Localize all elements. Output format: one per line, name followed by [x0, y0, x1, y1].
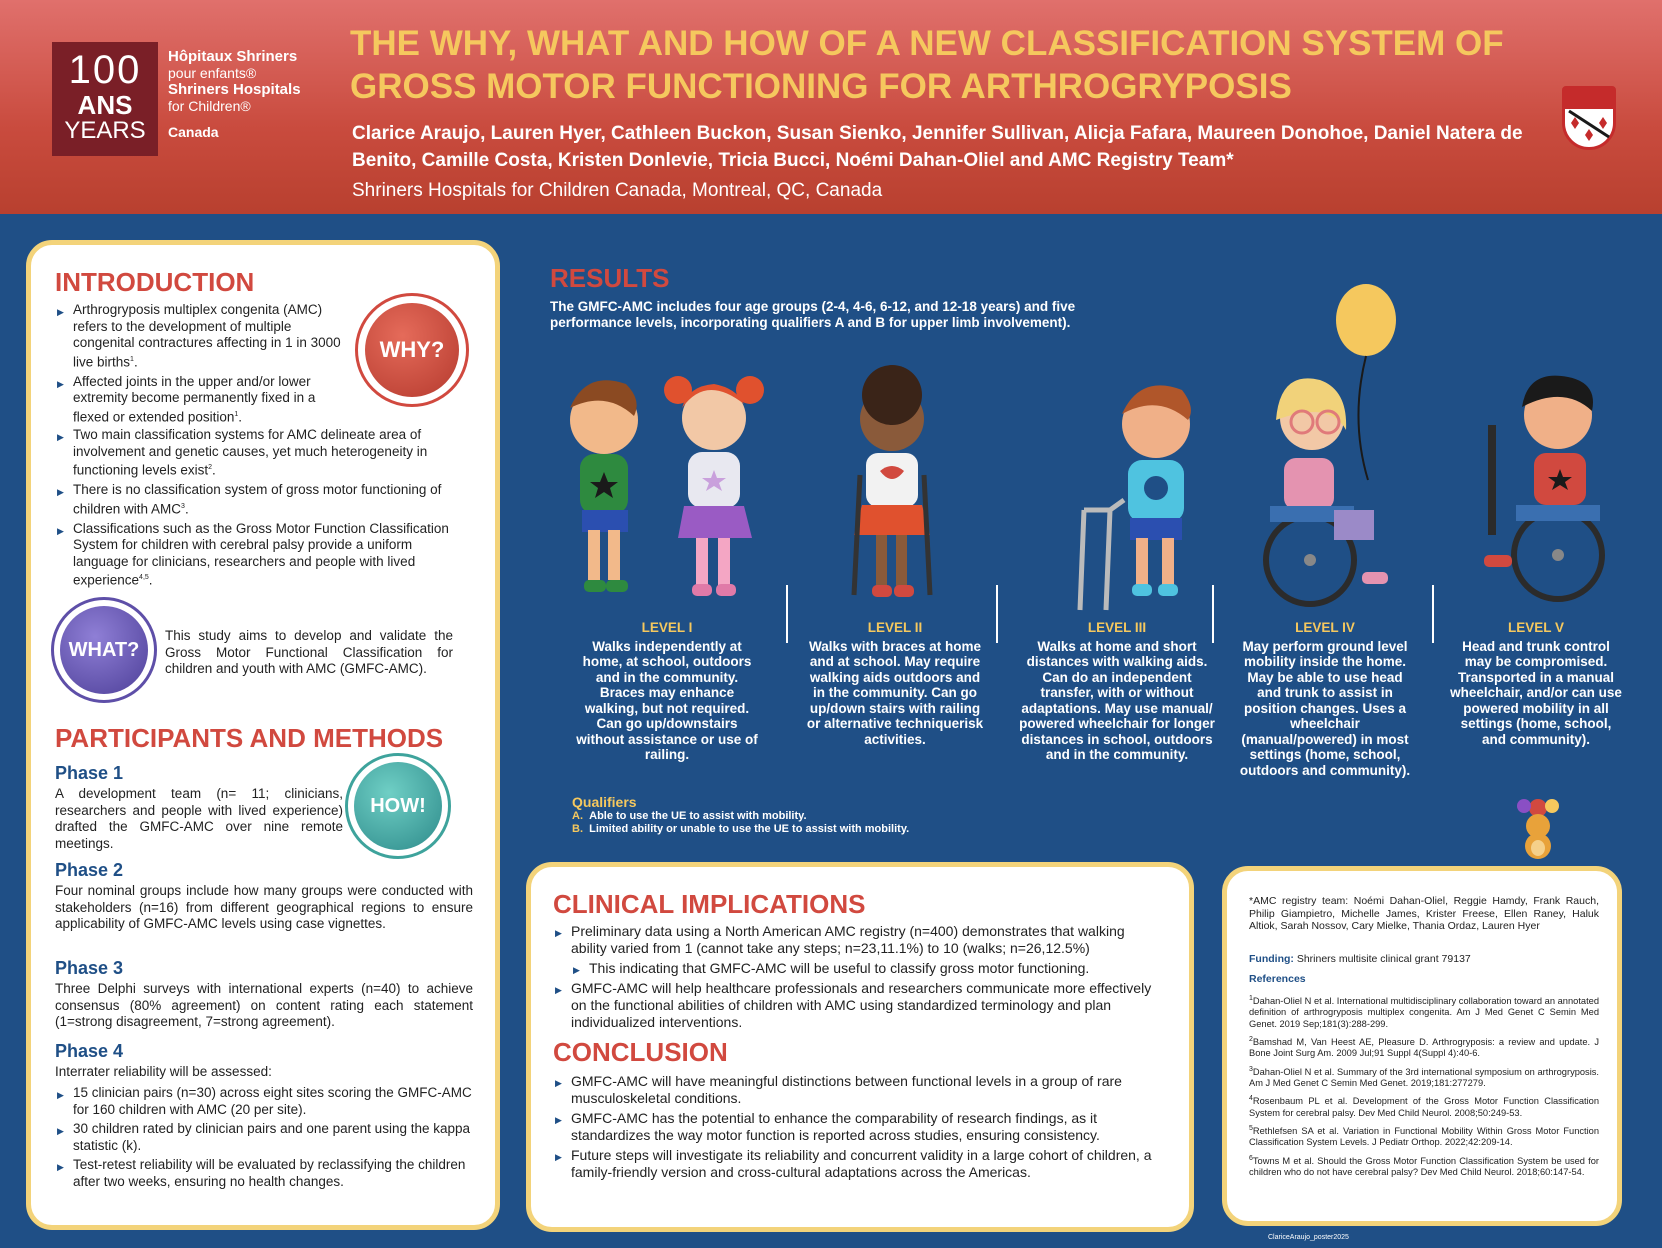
phase3-title: Phase 3	[55, 958, 124, 978]
level-5	[1450, 620, 1622, 747]
how-label: HOW!	[370, 794, 426, 817]
references-title: References	[1249, 973, 1306, 985]
phase1-title: Phase 1	[55, 763, 124, 783]
level5-child-wheelchair-illustration	[1468, 355, 1638, 615]
references-panel	[1222, 866, 1622, 1226]
mascot-bear-icon	[1514, 798, 1562, 860]
level-title: LEVEL I	[641, 620, 693, 635]
level-divider	[996, 585, 998, 643]
reference-list	[1249, 993, 1599, 1182]
intro-bullet: ▶ There is no classification system of gross motor functioning of children with AMC$^3$.	[55, 482, 455, 518]
reference-item: $^6$Towns M et al. Should the Gross Motor Function Classification System be used for children who do not have cerebral palsy? Dev Med Child Neurol. 2018;60:147-54.	[1249, 1154, 1599, 1178]
qualifier-b-key: B.	[572, 823, 583, 835]
org-fr-line1: Hôpitaux Shriners	[168, 48, 298, 65]
intro-bullet: ▶ Affected joints in the upper and/or lower extremity become permanently fixed in a flexed or extended position$^1$.	[55, 374, 355, 426]
conclusion-list	[553, 1073, 1163, 1184]
author-list: Clarice Araujo, Lauren Hyer, Cathleen Buckon, Susan Sienko, Jennifer Sullivan, Alicja Fafara, Maureen Donohoe, Daniel Natera de Benito, Camille Costa, Kristen Donlevie, Tricia Bucci, Noémi Dahan-Oliel and AMC Registry Team*	[352, 123, 1523, 171]
funding-label: Funding:	[1249, 953, 1294, 965]
organization-name	[168, 48, 301, 140]
why-label: WHY?	[379, 337, 445, 362]
university-crest-icon	[1562, 86, 1616, 150]
level-1	[572, 620, 762, 763]
org-country: Canada	[168, 124, 219, 140]
level3-child-with-walker-illustration	[1070, 360, 1230, 615]
shriners-100-years-logo	[52, 42, 158, 156]
level-title: LEVEL II	[867, 620, 923, 635]
phase1-text: A development team (n= 11; clinicians, researchers and people with lived experience) drafted the GMFC-AMC over nine remote meetings.	[55, 786, 343, 851]
level-4	[1236, 620, 1414, 778]
level-divider	[786, 585, 788, 643]
affiliation: Shriners Hospitals for Children Canada, Montreal, QC, Canada	[352, 180, 883, 201]
results-intro: The GMFC-AMC includes four age groups (2-4, 4-6, 6-12, and 12-18 years) and five performance levels, incorporating qualifiers A and B for upper limb involvement).	[550, 299, 1076, 330]
phase4-bullet: ▶ 30 children rated by clinician pairs and one parent using the kappa statistic (k).	[55, 1121, 473, 1154]
qualifier-a-key: A.	[572, 810, 583, 822]
level2-child-illustration	[820, 355, 960, 615]
poster-title: THE WHY, WHAT AND HOW OF A NEW CLASSIFICATION SYSTEM OF GROSS MOTOR FUNCTIONING FOR ARTHROGRYPOSIS	[350, 24, 1504, 106]
qualifier-a: Able to use the UE to assist with mobility.	[589, 810, 807, 822]
clinical-conclusion-panel	[526, 862, 1194, 1232]
level-title: LEVEL IV	[1295, 620, 1355, 635]
level-2	[806, 620, 984, 747]
intro-bullet: ▶ Arthrogryposis multiplex congenita (AMC) refers to the development of multiple congenital contractures affecting in 1 in 3000 live births$^1$.	[55, 302, 355, 371]
clinical-heading: CLINICAL IMPLICATIONS	[553, 889, 866, 919]
logo-100: 100	[68, 48, 142, 92]
qualifier-b: Limited ability or unable to use the UE to assist with mobility.	[589, 823, 910, 835]
level-title: LEVEL III	[1087, 620, 1147, 635]
intro-bullet: ▶ Classifications such as the Gross Motor Function Classification System for children with cerebral palsy provide a uniform language for clinicians, researchers and people with lived experience$^{4,5}$.	[55, 521, 455, 590]
methods-heading: PARTICIPANTS AND METHODS	[55, 723, 444, 753]
funding-text: Shriners multisite clinical grant 79137	[1296, 953, 1471, 965]
qualifiers-title: Qualifiers	[572, 794, 637, 810]
org-en-line2: for Children®	[168, 98, 251, 114]
reference-item: $^5$Rethlefsen SA et al. Variation in Functional Mobility Within Gross Motor Function Classification System Levels. J Pediatr Orthop. 2022;42:209-14.	[1249, 1125, 1599, 1148]
poster-id: ClariceAraujo_poster2025	[1268, 1234, 1349, 1241]
level-description: Head and trunk control may be compromised. Transported in a manual wheelchair, and/or can use powered mobility in all settings (home, school, and community).	[1450, 638, 1622, 747]
phase2-text: Four nominal groups include how many groups were conducted with stakeholders (n=16) from different geographical regions to ensure applicability of GMFC-AMC levels using case vignettes.	[55, 883, 473, 931]
registry-team: *AMC registry team: Noémi Dahan-Oliel, Reggie Hamdy, Frank Rauch, Philip Giampietro, Michelle James, Krister Freese, Ellen Raney, Haluk Altiok, Sarah Nossov, Cary Mielke, Thania Ordaz, Lauren Hyer	[1249, 895, 1599, 932]
org-fr-line2: pour enfants®	[168, 65, 257, 81]
phase4-bullet: ▶ Test-retest reliability will be evaluated by reclassifying the children after two weeks, ensuring no health changes.	[55, 1157, 473, 1190]
phase2-title: Phase 2	[55, 860, 124, 880]
introduction-list	[55, 302, 355, 429]
clinical-list	[553, 923, 1163, 1034]
conclusion-heading: CONCLUSION	[553, 1037, 728, 1067]
org-en-line1: Shriners Hospitals	[168, 81, 301, 98]
left-panel	[26, 240, 500, 1230]
how-badge	[354, 762, 442, 850]
introduction-heading: INTRODUCTION	[55, 267, 255, 297]
level-description: May perform ground level mobility inside the home. May be able to use head and trunk to assist in position changes. Uses a wheelchair (manual/powered) in most settings (home, school, outdoors and community).	[1239, 638, 1411, 778]
phase4-list	[55, 1085, 473, 1193]
funding	[1249, 953, 1599, 966]
logo-ans: ANS	[77, 90, 133, 120]
introduction-list-wide	[55, 427, 455, 592]
conclusion-bullet: ▶ Future steps will investigate its reliability and concurrent validity in a large cohort of children, a family-friendly version and cross-cultural adaptations across the Americas.	[553, 1147, 1163, 1181]
clinical-bullet: ▶ GMFC-AMC will help healthcare professionals and researchers communicate more effectively on the functional abilities of children with AMC using standardized terminology and plan individualized interventions.	[553, 980, 1163, 1031]
level-3	[1018, 620, 1216, 763]
reference-item: $^3$Dahan-Oliel N et al. Summary of the 3rd international symposium on arthrogryposis. Am J Med Genet C Semin Med Genet. 2019;181:277279.	[1249, 1065, 1599, 1089]
what-text: This study aims to develop and validate the Gross Motor Functional Classification for children and youth with AMC (GMFC-AMC).	[165, 628, 453, 676]
what-badge	[60, 606, 148, 694]
phase4-title: Phase 4	[55, 1041, 124, 1061]
level-description: Walks independently at home, at school, outdoors and in the community. Braces may enhance walking, but not required. Can go up/downstairs without assistance or use of railing.	[576, 638, 758, 762]
reference-item: $^1$Dahan-Oliel N et al. International multidisciplinary collaboration toward an annotated definition of arthrogryposis multiplex congenita. Am J Med Genet C Semin Med Genet. 2019 Sep;181(3):288-299.	[1249, 995, 1599, 1029]
level-description: Walks at home and short distances with walking aids. Can do an independent transfer, with or without adaptations. May use manual/ powered wheelchair for longer distances in school, outdoors and in the community.	[1019, 638, 1215, 762]
phase3-text: Three Delphi surveys with international experts (n=40) to achieve consensus (80% agreement) on content rating each statement (1=strong disagreement, 7=strong agreement).	[55, 981, 473, 1029]
logo-years: YEARS	[64, 117, 146, 144]
clinical-sub-bullet: ▶ This indicating that GMFC-AMC will be useful to classify gross motor functioning.	[571, 960, 1163, 977]
conclusion-bullet: ▶ GMFC-AMC will have meaningful distinctions between functional levels in a group of rare musculoskeletal conditions.	[553, 1073, 1163, 1107]
conclusion-bullet: ▶ GMFC-AMC has the potential to enhance the comparability of research findings, as it standardizes the way motor function is reported across studies, ensuring consistency.	[553, 1110, 1163, 1144]
level-title: LEVEL V	[1507, 620, 1565, 635]
level-divider	[1432, 585, 1434, 643]
phase4-intro: Interrater reliability will be assessed:	[55, 1064, 272, 1079]
what-label: WHAT?	[68, 638, 140, 661]
level-description: Walks with braces at home and at school. May require walking aids outdoors and in the community. Can go up/down stairs with railing or alternative techniquerisk activities.	[806, 638, 984, 747]
header-banner	[0, 0, 1662, 214]
results-heading: RESULTS	[550, 263, 670, 293]
why-badge	[365, 303, 459, 397]
qualifiers	[572, 794, 909, 836]
reference-item: $^2$Bamshad M, Van Heest AE, Pleasure D. Arthrogryposis: a review and update. J Bone Joint Surg Am. 2009 Jul;91 Suppl 4(Suppl 4):40-6.	[1249, 1035, 1599, 1059]
clinical-bullet: ▶ Preliminary data using a North American AMC registry (n=400) demonstrates that walking ability varied from 1 (cannot take any steps; n=23,11.1%) to 10 (walks; n=26,12.5%) ▶ This indicating that GMFC-AMC will be useful to classify gross motor functioning.	[553, 923, 1163, 977]
intro-bullet: ▶ Two main classification systems for AMC delineate area of involvement and genetic causes, yet much heterogeneity in functioning levels exist$^2$.	[55, 427, 455, 479]
phase4-bullet: ▶ 15 clinician pairs (n=30) across eight sites scoring the GMFC-AMC for 160 children with AMC (20 per site).	[55, 1085, 473, 1118]
reference-item: $^4$Rosenbaum PL et al. Development of the Gross Motor Function Classification System for cerebral palsy. Dev Med Child Neurol. 2008;50:249-53.	[1249, 1095, 1599, 1118]
level4-child-wheelchair-balloon-illustration	[1250, 280, 1420, 615]
level1-children-illustration	[546, 360, 786, 615]
